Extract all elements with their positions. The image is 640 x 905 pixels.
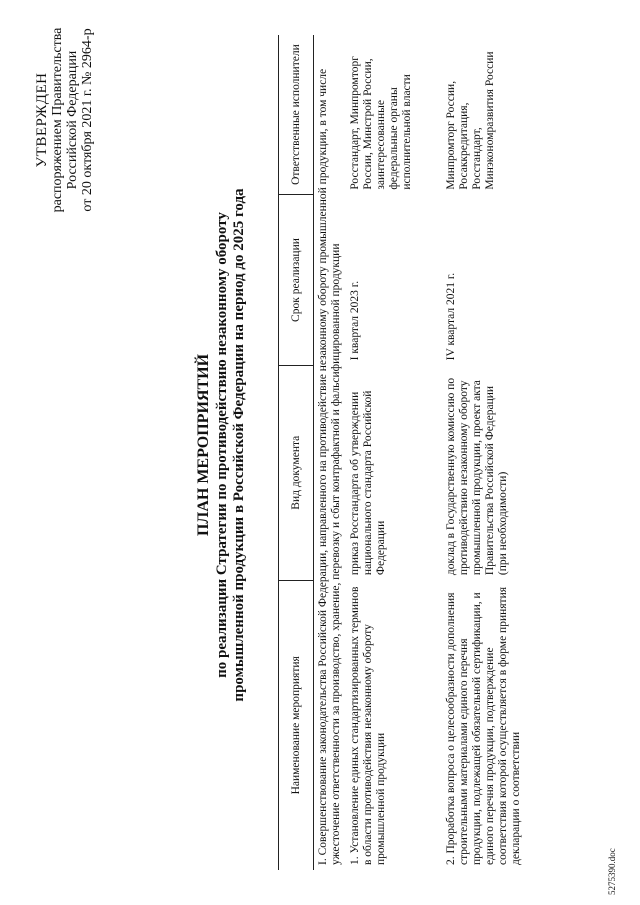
- header-measure-name: Наименование мероприятия: [279, 580, 314, 870]
- header-deadline: Срок реализации: [279, 195, 314, 366]
- section-title: I. Совершенствование законодательства Российской Федерации, направленного на противодействие незаконному обороту промышленной продукции, в том числе ужесточение ответственности за производство, хранение, перевозку и сбыт контрафактной и фальсифицированной продукции: [317, 68, 342, 865]
- plan-title-main: ПЛАН МЕРОПРИЯТИЙ: [195, 353, 212, 537]
- plan-title-line: по реализации Стратегии по противодействию незаконному обороту: [214, 212, 230, 678]
- cell-executors: Минпромторг России, Росаккредитация, Росстандарт, Минэкономразвития России: [445, 51, 496, 190]
- cell-document-type: приказ Росстандарта об утверждении национального стандарта Российской Федерации: [349, 390, 387, 576]
- cell-measure-name: 2. Проработка вопроса о целесообразности дополнения строительными материалами единого перечня продукции, подлежащей обязательной сертификации, и единого перечня продукции, подтверждение соответствия которой осуществляется в форме принятия декларации о соответствии: [445, 586, 522, 865]
- approval-stamp: [35, 10, 95, 230]
- cell-document-type: доклад в Государственную комиссию по противодействию незаконному обороту промышленной продукции, проект акта Правительства Российской Федерации (при необходимости): [445, 377, 509, 576]
- cell-deadline: IV квартал 2021 г.: [445, 272, 457, 361]
- table-header-row: [279, 35, 314, 870]
- table-row: [442, 35, 598, 870]
- cell-executors: Росстандарт, Минпромторг России, Минстрой России, заинтересованные федеральные органы исполнительной власти: [349, 56, 413, 190]
- plan-title: [195, 145, 248, 745]
- header-executors: Ответственные исполнители: [279, 35, 314, 195]
- approval-line: Российской Федерации: [65, 50, 80, 190]
- cell-measure-name: 1. Установление единых стандартизированных терминов в области противодействия незаконному обороту промышленной продукции: [349, 586, 387, 865]
- approval-line: от 20 октября 2021 г. № 2964-р: [80, 28, 95, 212]
- table-row: [346, 35, 442, 870]
- measures-table: [278, 35, 598, 870]
- header-document-type: Вид документа: [279, 365, 314, 580]
- plan-title-line: промышленной продукции в Российской Федерации на период до 2025 года: [231, 188, 247, 702]
- document-number: 5275390.doc: [607, 848, 617, 895]
- approval-heading: УТВЕРЖДЕН: [34, 72, 50, 168]
- approval-line: распоряжением Правительства: [50, 27, 65, 213]
- cell-deadline: I квартал 2023 г.: [349, 280, 361, 361]
- section-row: [314, 35, 347, 870]
